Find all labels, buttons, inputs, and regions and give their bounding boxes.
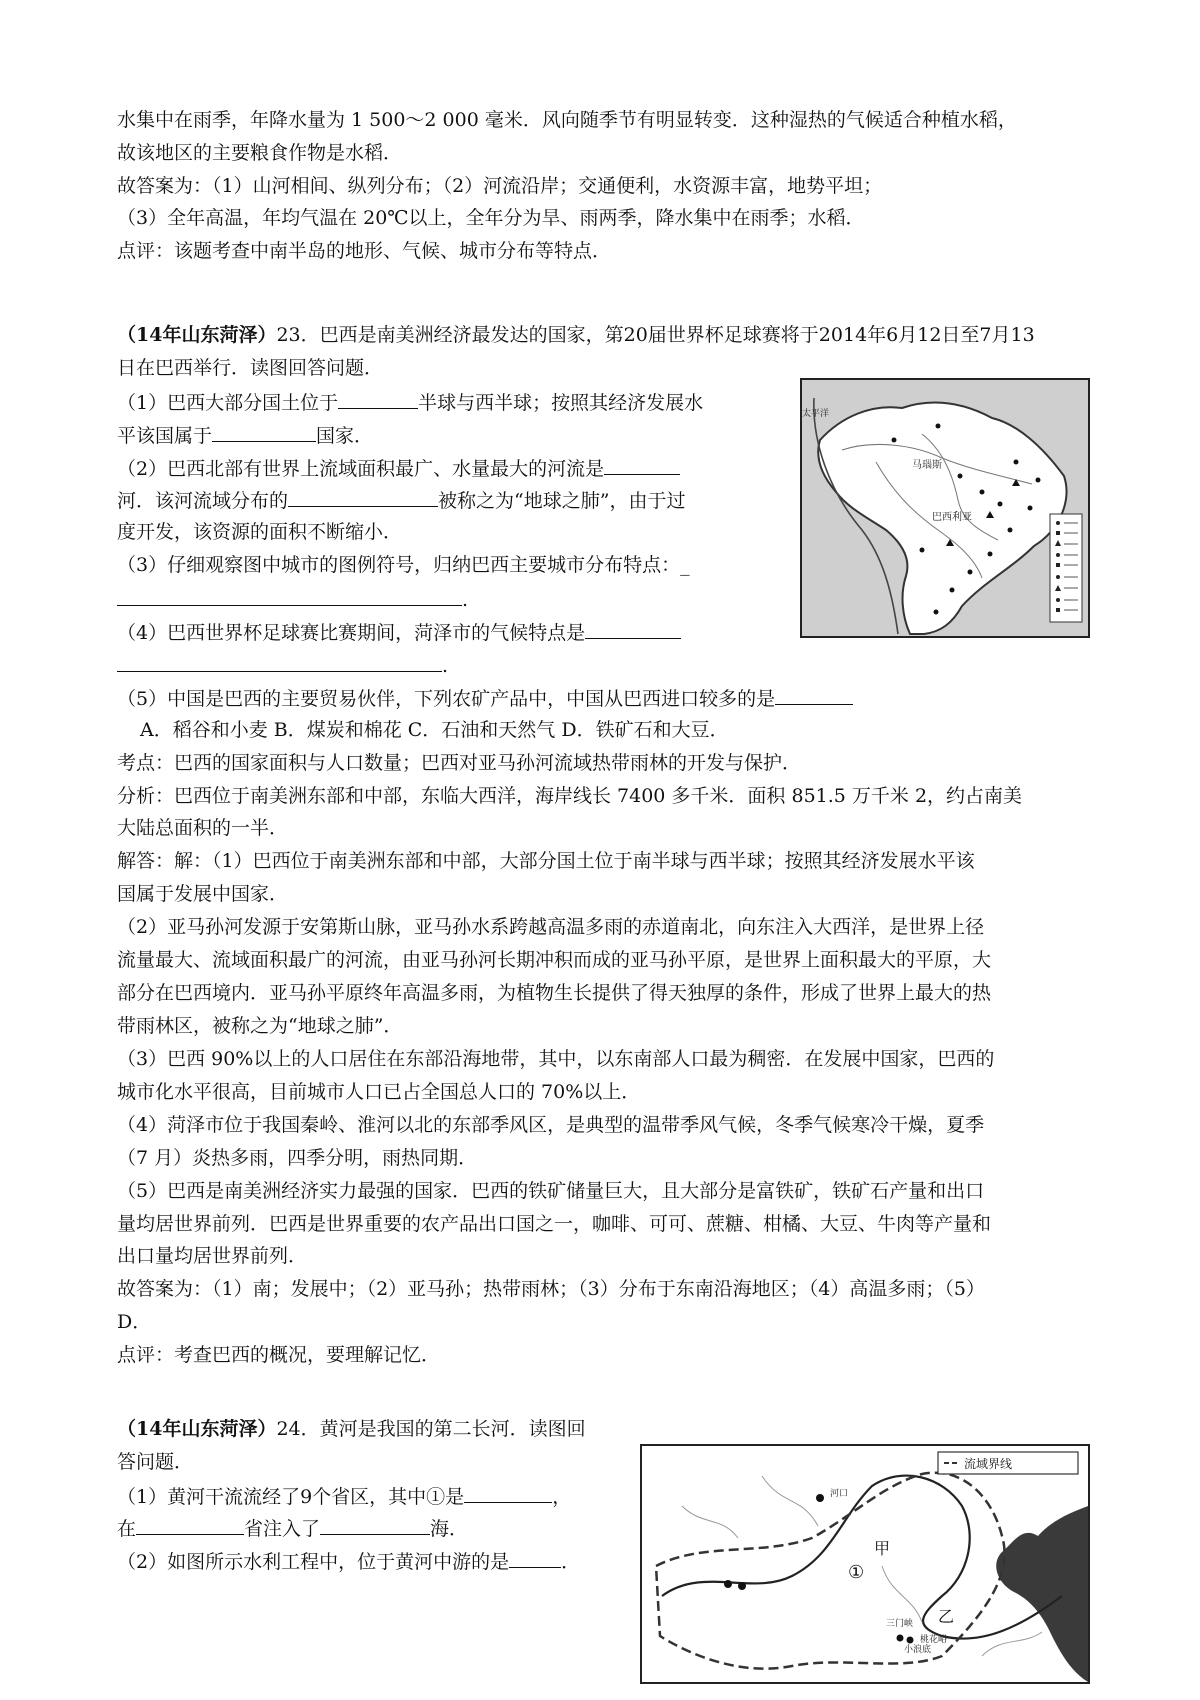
map-label-xiaolangdi: 小浪底 [904,1645,932,1655]
question-text: （2）巴西北部有世界上流域面积最广、水量最大的河流是 [117,458,605,480]
answer-blank[interactable] [117,585,462,606]
q23-part4-cont [117,651,448,679]
q23-part2-cont [117,486,685,514]
answer-blank[interactable] [604,454,680,475]
brazil-map [800,378,1090,638]
answer-blank[interactable] [509,1547,561,1568]
q23-answer: 故答案为：（1）南；发展中；（2）亚马孙；热带雨林；（3）分布于东南沿海地区；（4）高温多雨；（5） [117,1278,985,1300]
question-text: （2）如图所示水利工程中，位于黄河中游的是 [117,1551,510,1573]
text-line: 点评：该题考查中南半岛的地形、气候、城市分布等特点． [117,240,612,262]
text-line: （4）菏泽市位于我国秦岭、淮河以北的东部季风区，是典型的温带季风气候，冬季气候寒冷干燥，夏季 [117,1114,985,1136]
q24-header [117,1416,586,1442]
map-label-hekou: 河口 [830,1489,849,1499]
q23-fenxi: 分析：巴西位于南美洲东部和中部，东临大西洋，海岸线长 7400 多千米．面积 851.5 万千米 2，约占南美 [117,785,1023,807]
text-line: 故该地区的主要粮食作物是水稻． [117,142,403,164]
answer-blank[interactable] [338,388,418,409]
text-line: 水集中在雨季，年降水量为 1 500～2 000 毫米．风向随季节有明显转变．这种湿热的气候适合种植水稻， [117,109,1017,131]
map-label-jia: 甲 [874,1539,891,1558]
text-line: 部分在巴西境内．亚马孙平原终年高温多雨，为植物生长提供了得天独厚的条件，形成了世界上最大的热 [117,982,992,1004]
question-text: 在 [117,1518,137,1540]
question-text: ， [552,1486,572,1508]
q23-part4 [117,618,681,646]
q24-source: （14年山东菏泽） [117,1418,277,1440]
question-text: ． [561,1551,581,1573]
q23-part1 [117,388,703,416]
question-text: （1）巴西大部分国土位于 [117,392,339,414]
q24-part2 [117,1547,580,1575]
map-label-manaus: 马瑙斯 [912,460,942,471]
yellow-river-map [640,1444,1090,1684]
map-label-ocean: 太平洋 [802,409,830,419]
question-text: 半球与西半球；按照其经济发展水 [418,392,704,414]
question-text: 被称之为“地球之肺”，由于过 [438,490,686,512]
map-legend-label: 流域界线 [964,1457,1013,1471]
text-line: 日在巴西举行．读图回答问题． [117,357,384,379]
question-text: 平该国属于 [117,425,213,447]
answer-blank[interactable] [212,421,316,442]
q24-part1 [117,1482,571,1510]
text-line: 国属于发展中国家． [117,883,289,905]
q23-part1-cont [117,421,373,449]
q23-part3-cont [117,585,468,613]
q24-part1-cont [117,1514,468,1542]
q24-intro: 24．黄河是我国的第二长河．读图回 [276,1418,586,1440]
text-line: 答问题． [117,1451,194,1473]
brazil-map-drawing [802,380,1088,636]
question-text: . [462,589,469,611]
q23-source: （14年山东菏泽） [117,324,277,346]
text-line: 流量最大、流域面积最广的河流，由亚马孙河长期冲积而成的亚马孙平原，是世界上面积最大的平原，大 [117,949,992,971]
map-label-brasilia: 巴西利亚 [932,512,972,523]
q23-options: A．稻谷和小麦 B．煤炭和棉花 C．石油和天然气 D．铁矿石和大豆． [140,719,729,741]
answer-blank[interactable] [136,1514,244,1535]
q23-part2 [117,454,680,482]
question-text: . [442,655,449,677]
question-text: 海． [430,1518,469,1540]
q23-part3: （3）仔细观察图中城市的图例符号，归纳巴西主要城市分布特点：_ [117,554,690,576]
q23-kaodian: 考点：巴西的国家面积与人口数量；巴西对亚马孙河流域热带雨林的开发与保护． [117,752,802,774]
answer-blank[interactable] [288,486,438,507]
question-text: （5）中国是巴西的主要贸易伙伴，下列农矿产品中，中国从巴西进口较多的是 [117,688,776,710]
text-line: 量均居世界前列．巴西是世界重要的农产品出口国之一，咖啡、可可、蔗糖、柑橘、大豆、牛肉等产量和 [117,1213,992,1235]
q23-comment: 点评：考查巴西的概况，要理解记忆． [117,1344,441,1366]
q23-intro: 23．巴西是南美洲经济最发达的国家，第20届世界杯足球赛将于2014年6月12日至7月13 [276,324,1035,346]
text-line: （3）全年高温，年均气温在 20℃以上，全年分为旱、雨两季，降水集中在雨季；水稻． [117,207,865,229]
q23-part5 [117,684,853,712]
map-label-sanmenxia: 三门峡 [886,1619,914,1629]
yellow-river-map-drawing [642,1446,1088,1682]
answer-blank[interactable] [320,1514,430,1535]
map-label-yi: 乙 [938,1607,955,1626]
text-line: （2）亚马孙河发源于安第斯山脉，亚马孙水系跨越高温多雨的赤道南北，向东注入大西洋，是世界上径 [117,916,985,938]
answer-blank[interactable] [585,618,681,639]
answer-blank[interactable] [775,684,853,705]
text-line: 出口量均居世界前列． [117,1245,308,1267]
answer-blank[interactable] [117,651,442,672]
text-line: 度开发，该资源的面积不断缩小． [117,521,403,543]
map-label-taohuayu: 桃花峪 [920,1635,948,1645]
q23-header [117,322,1035,348]
q23-jieda: 解答：解：（1）巴西位于南美洲东部和中部，大部分国土位于南半球与西半球；按照其经济发展水平该 [117,850,975,872]
map-label-circle1: ① [848,1562,865,1583]
question-text: （1）黄河干流流经了9个省区，其中①是 [117,1486,465,1508]
text-line: 带雨林区，被称之为“地球之肺”． [117,1015,403,1037]
text-line: D． [117,1311,152,1333]
question-text: （4）巴西世界杯足球赛比赛期间，菏泽市的气候特点是 [117,622,586,644]
text-line: （5）巴西是南美洲经济实力最强的国家．巴西的铁矿储量巨大，且大部分是富铁矿，铁矿石产量和出口 [117,1180,985,1202]
text-line: 城市化水平很高，目前城市人口已占全国总人口的 70%以上． [117,1081,641,1103]
question-text: 省注入了 [244,1518,321,1540]
text-line: （3）巴西 90%以上的人口居住在东部沿海地带，其中，以东南部人口最为稠密．在发展中国家，巴西的 [117,1048,995,1070]
answer-blank[interactable] [464,1482,552,1503]
question-text: 河．该河流域分布的 [117,490,289,512]
question-text: 国家． [316,425,374,447]
text-line: 故答案为：（1）山河相间、纵列分布；（2）河流沿岸；交通便利，水资源丰富，地势平坦； [117,175,883,197]
text-line: （7 月）炎热多雨，四季分明，雨热同期． [117,1147,478,1169]
text-line: 大陆总面积的一半． [117,817,289,839]
